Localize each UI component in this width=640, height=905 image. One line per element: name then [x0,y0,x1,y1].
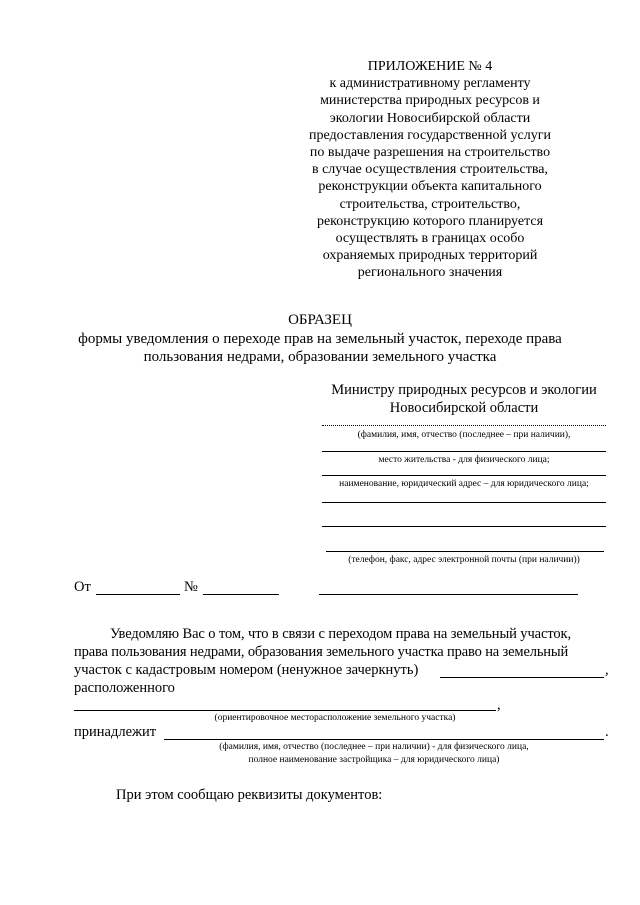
notice-line: расположенного [74,680,175,696]
cadastral-number-field[interactable] [440,677,604,678]
extra-field-line[interactable] [322,502,606,503]
appendix-line: экологии Новосибирской области [329,110,531,126]
appendix-line: реконструкцию которого планируется [316,213,544,229]
addressee-line: Новосибирской области [389,400,539,416]
addressee-line: Министру природных ресурсов и экологии [331,382,597,398]
notice-line: участок с кадастровым номером (ненужное зачеркнуть) [74,662,419,678]
appendix-line: к административному регламенту [329,76,531,92]
sample-heading: ОБРАЗЕЦ [288,312,352,328]
location-field-line[interactable] [74,710,496,711]
appendix-block [300,58,560,282]
caption-owner: полное наименование застройщика – для юридического лица) [248,755,500,765]
notice-line: Уведомляю Вас о том, что в связи с переходом права на земельный участок, [110,626,571,642]
extra-field-line[interactable] [322,526,606,527]
caption-name: наименование, юридический адрес – для юридического лица; [339,479,589,489]
number-label: № [184,579,198,595]
appendix-line: строительства, строительство, [339,196,521,212]
signature-field-line[interactable] [319,594,578,595]
belongs-period: . [605,724,609,740]
caption-owner: (фамилия, имя, отчество (последнее – при наличии) - для физического лица, [219,742,529,752]
belongs-label: принадлежит [74,724,157,740]
caption-fio: (фамилия, имя, отчество (последнее – при наличии), [357,430,571,440]
residence-field-line[interactable] [322,451,606,452]
notice-line: права пользования недрами, образования земельного участка право на земельный [74,644,569,660]
caption-location: (ориентировочное месторасположение земельного участка) [214,713,456,723]
sample-subtitle-line: пользования недрами, образовании земельного участка [143,349,497,365]
location-comma: , [497,697,501,713]
appendix-line: охраняемых природных территорий [322,248,538,264]
appendix-line: осуществлять в границах особо [335,231,525,247]
date-field-line[interactable] [96,594,180,595]
name-field-line[interactable] [322,475,606,476]
sample-subtitle-line: формы уведомления о переходе прав на земельный участок, переходе права [78,331,562,347]
number-field-line[interactable] [203,594,279,595]
caption-residence: место жительства - для физического лица; [378,455,550,465]
appendix-line: реконструкции объекта капитального [318,179,542,195]
documents-line: При этом сообщаю реквизиты документов: [116,787,383,803]
appendix-line: по выдаче разрешения на строительство [309,145,551,161]
appendix-line: министерства природных ресурсов и [320,93,540,109]
appendix-line: в случае осуществления строительства, [311,162,549,178]
contacts-field-line[interactable] [326,551,604,552]
caption-contacts: (телефон, факс, адрес электронной почты (при наличии)) [348,555,580,565]
from-label: От [74,579,91,595]
appendix-title: ПРИЛОЖЕНИЕ № 4 [367,59,493,74]
notice-comma: , [605,662,609,678]
owner-field-line[interactable] [164,739,604,740]
appendix-line: регионального значения [357,265,503,281]
fio-field-line[interactable] [322,425,606,426]
appendix-line: предоставления государственной услуги [309,127,551,143]
